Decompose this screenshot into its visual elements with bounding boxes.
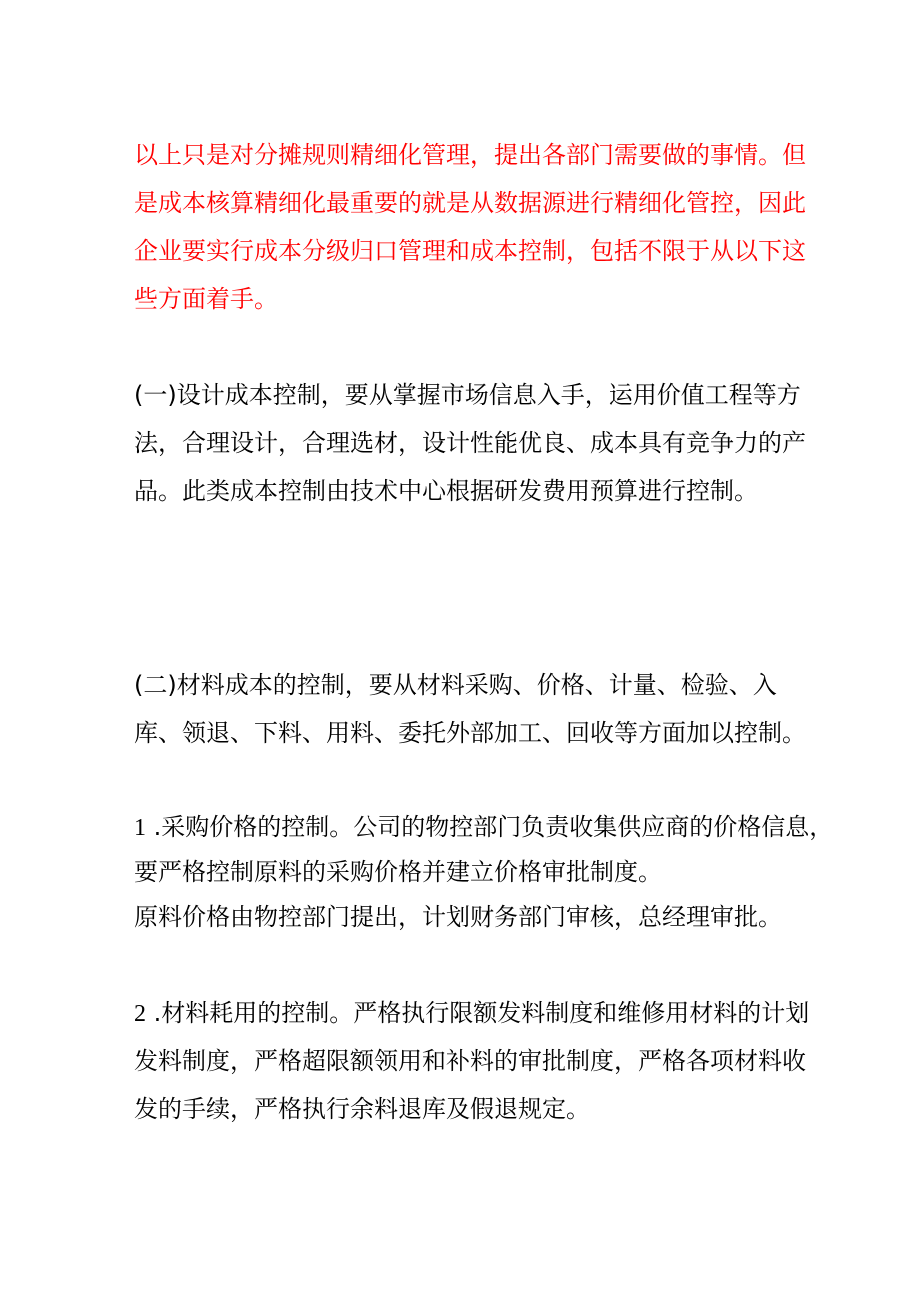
material-usage-line-1 bbox=[134, 989, 834, 1037]
material-usage-line-3: 发的手续，严格执行余料退库及假退规定。 bbox=[134, 1095, 590, 1123]
design-cost-line-3: 品。此类成本控制由技术中心根据研发费用预算进行控制。 bbox=[134, 477, 758, 505]
material-cost-paragraph bbox=[134, 661, 834, 757]
material-cost-line-2: 库、领退、下料、用料、委托外部加工、回收等方面加以控制。 bbox=[134, 719, 806, 747]
intro-line-1: 以上只是对分摊规则精细化管理，提出各部门需要做的事情。但 bbox=[134, 141, 806, 169]
material-usage-number: 2 bbox=[134, 1001, 146, 1027]
material-usage-paragraph bbox=[134, 989, 834, 1133]
purchase-price-line-2: 要严格控制原料的采购价格并建立价格审批制度。 bbox=[134, 858, 662, 886]
design-cost-line-1: (一)设计成本控制，要从掌握市场信息入手，运用价值工程等方 bbox=[134, 381, 801, 409]
material-cost-line-1: (二)材料成本的控制，要从材料采购、价格、计量、检验、入 bbox=[134, 671, 777, 699]
material-usage-line-1-text: .材料耗用的控制。严格执行限额发料制度和维修用材料的计划 bbox=[146, 999, 810, 1027]
material-usage-line-2: 发料制度，严格超限额领用和补料的审批制度，严格各项材料收 bbox=[134, 1047, 806, 1075]
intro-line-2: 是成本核算精细化最重要的就是从数据源进行精细化管控，因此 bbox=[134, 189, 806, 217]
purchase-price-line-1-text: .采购价格的控制。公司的物控部门负责收集供应商的价格信息， bbox=[146, 813, 834, 841]
design-cost-paragraph bbox=[134, 371, 834, 515]
purchase-price-paragraph bbox=[134, 805, 834, 940]
intro-line-4: 些方面着手。 bbox=[134, 285, 278, 313]
purchase-price-number: 1 bbox=[134, 815, 146, 841]
design-cost-line-2: 法，合理设计，合理选材，设计性能优良、成本具有竞争力的产 bbox=[134, 429, 806, 457]
purchase-price-line-3: 原料价格由物控部门提出，计划财务部门审核，总经理审批。 bbox=[134, 903, 782, 931]
intro-paragraph bbox=[134, 131, 834, 323]
purchase-price-line-1 bbox=[134, 805, 834, 850]
intro-line-3: 企业要实行成本分级归口管理和成本控制，包括不限于从以下这 bbox=[134, 237, 806, 265]
